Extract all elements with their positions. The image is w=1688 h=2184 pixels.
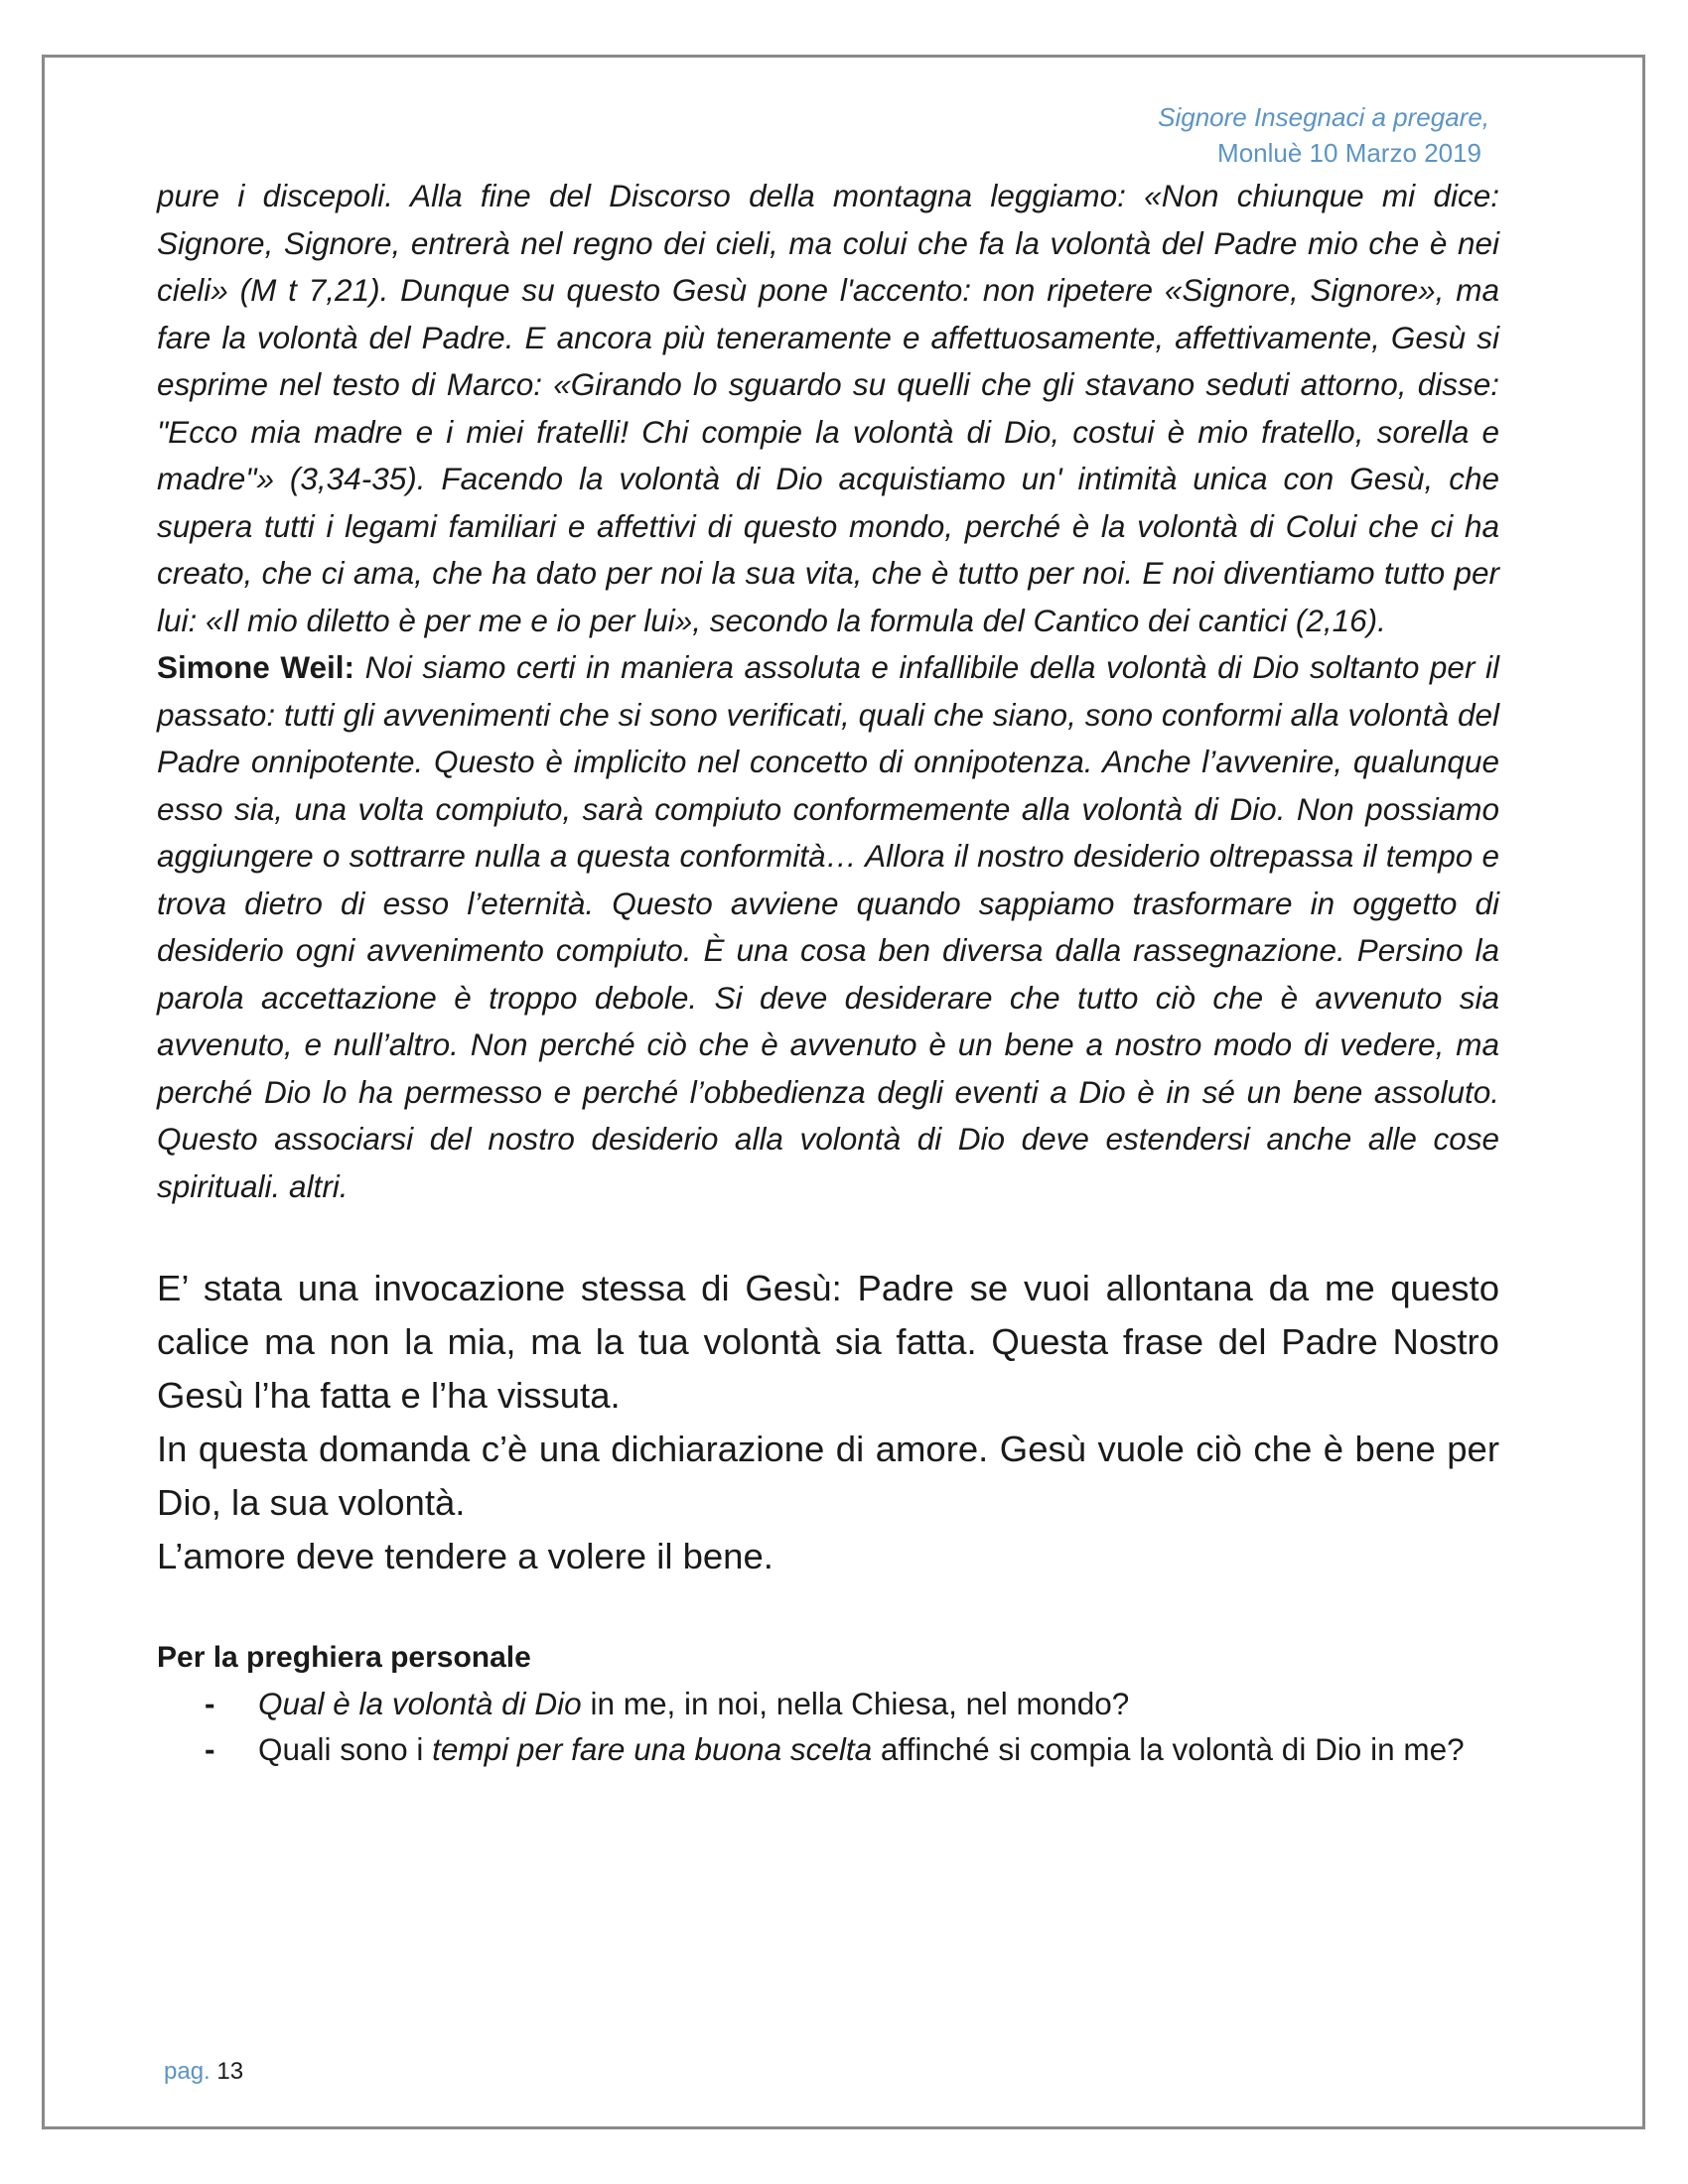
list-item-text: affinché si compia la volontà di Dio in me? (872, 1731, 1465, 1767)
weil-quote-text: Noi siamo certi in maniera assoluta e infallibile della volontà di Dio soltanto per il passato: tutti gli avvenimenti che si sono verificati, quali che siano, sono conformi alla volontà del Padre onnipotente. Questo è implicito nel concetto di onnipotenza. Anche l’avvenire, qualunque esso sia, una volta compiuto, sarà compiuto conformemente alla volontà di Dio. Non possiamo aggiungere o sottrarre nulla a questa conformità… Allora il nostro desiderio oltrepassa il tempo e trova dietro di esso l’eternità. Questo avviene quando sappiamo trasformare in oggetto di desiderio ogni avvenimento compiuto. È una cosa ben diversa dalla rassegnazione. Persino la parola accettazione è troppo debole. Si deve desiderare che tutto ciò che è avvenuto sia avvenuto, e null’altro. Non perché ciò che è avvenuto è un bene a nostro modo di vedere, ma perché Dio lo ha permesso e perché l’obbedienza degli eventi a Dio è in sé un bene assoluto. Questo associarsi del nostro desiderio alla volontà di Dio deve estendersi anche alle cose spirituali. altri. (157, 649, 1499, 1204)
quote-paragraph: pure i discepoli. Alla fine del Discorso della montagna leggiamo: «Non chiunque mi dice: Signore, Signore, entrerà nel regno dei cieli, ma colui che fa la volontà del Padre mio che è nei cieli» (M t 7,21). Dunque su questo Gesù pone l'accento: non ripetere «Signore, Signore», ma fare la volontà del Padre. E ancora più teneramente e affettuosamente, affettivamente, Gesù si esprime nel testo di Marco: «Girando lo sguardo su quelli che gli stavano seduti attorno, disse: "Ecco mia madre e i miei fratelli! Chi compie la volontà di Dio, costui è mio fratello, sorella e madre"» (3,34-35). Facendo la volontà di Dio acquistiamo un' intimità unica con Gesù, che supera tutti i legami familiari e affettivi di questo mondo, perché è la volontà di Colui che ci ha creato, che ci ama, che ha dato per noi la sua vita, che è tutto per noi. E noi diventiamo tutto per lui: «Il mio diletto è per me e io per lui», secondo la formula del Cantico dei cantici (2,16). (157, 178, 1499, 638)
prayer-heading: Per la preghiera personale (157, 1641, 531, 1674)
page-footer (164, 2057, 243, 2087)
body-paragraph-3: L’amore deve tendere a volere il bene. (157, 1536, 774, 1576)
page-header (1158, 99, 1489, 171)
header-date: Monluè 10 Marzo 2019 (1217, 138, 1481, 168)
bullet-dash: - (205, 1686, 215, 1721)
header-title: Signore Insegnaci a pregare, (1158, 102, 1489, 132)
prayer-list (157, 1681, 1499, 1772)
list-item-text: Quali sono i (258, 1731, 433, 1767)
body-paragraph-1: E’ stata una invocazione stessa di Gesù: Padre se vuoi allontana da me questo calice ma non la mia, ma la tua volontà sia fatta. Questa frase del Padre Nostro Gesù l’ha fatta e l’ha vissuta. (157, 1268, 1499, 1416)
list-item (157, 1681, 1499, 1726)
list-item-italic: tempi per fare una buona scelta (432, 1731, 873, 1767)
list-item (157, 1726, 1499, 1772)
prayer-section (157, 1635, 1499, 1772)
page-content (157, 173, 1499, 1772)
list-item-italic: Qual è la volontà di Dio (258, 1686, 582, 1721)
page-label: pag. (164, 2058, 211, 2085)
body-text (157, 1262, 1499, 1583)
page-number: 13 (216, 2058, 244, 2085)
body-paragraph-2: In questa domanda c’è una dichiarazione di amore. Gesù vuole ciò che è bene per Dio, la sua volontà. (157, 1429, 1499, 1523)
weil-quote-author: Simone Weil: (157, 649, 355, 685)
list-item-text: in me, in noi, nella Chiesa, nel mondo? (581, 1686, 1130, 1721)
weil-quote (157, 644, 1499, 1210)
bullet-dash: - (205, 1731, 215, 1767)
